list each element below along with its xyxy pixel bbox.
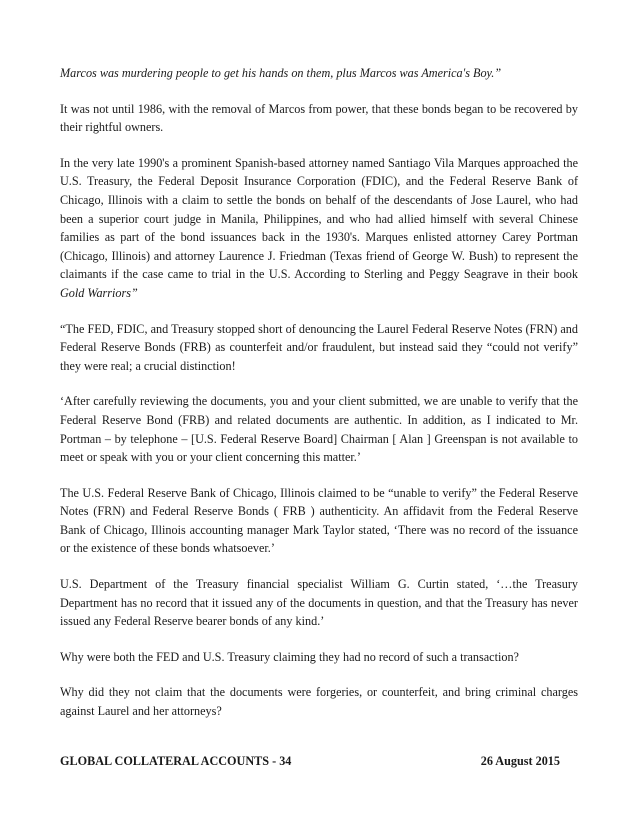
paragraph-fed-fdic: “The FED, FDIC, and Treasury stopped short of denouncing the Laurel Federal Reserve Notes (FRN) and Federal Reserve Bonds (FRB) as counterfeit and/or fraudulent, but instead said they “could not verify” they were real; a crucial distinction!: [60, 321, 578, 373]
paragraph-chicago-fed: The U.S. Federal Reserve Bank of Chicago, Illinois claimed to be “unable to verify” the Federal Reserve Notes (FRN) and Federal Reserve Bonds ( FRB ) authenticity. An affidavit from the Federal Reserve Bank of Chicago, Illinois accounting manager Mark Taylor stated, ‘There was no record of the issuance or the existence of these bonds whatsoever.’: [60, 485, 578, 556]
footer-date: 26 August 2015: [480, 754, 560, 768]
document-page: [60, 64, 578, 738]
paragraph-question-2: Why did they not claim that the documents were forgeries, or counterfeit, and bring criminal charges against Laurel and her attorneys?: [60, 685, 578, 719]
paragraph-quote-end: Marcos was murdering people to get his hands on them, plus Marcos was America's Boy.”: [60, 66, 502, 80]
paragraph-1986-recovery: It was not until 1986, with the removal of Marcos from power, that these bonds began to be recovered by their rightful owners.: [60, 101, 578, 135]
footer-title: GLOBAL COLLATERAL ACCOUNTS - 34: [60, 754, 292, 768]
paragraph-question-1: Why were both the FED and U.S. Treasury claiming they had no record of such a transaction?: [60, 649, 519, 664]
paragraph-treasury-curtin: U.S. Department of the Treasury financial specialist William G. Curtin stated, ‘…the Treasury Department has no record that it issued any of the documents in question, and that the Treasury has never issued any Federal Reserve bearer bonds of any kind.’: [60, 577, 578, 629]
paragraph-marques-claim: [60, 154, 578, 303]
page-footer: [60, 754, 560, 769]
paragraph-letter-quote: ‘After carefully reviewing the documents, you and your client submitted, we are unable to verify that the Federal Reserve Bond (FRB) and related documents are authentic. In addition, as I indicated to Mr. Portman – by telephone – [U.S. Federal Reserve Board] Chairman [ Alan ] Greenspan is not available to meet or speak with you or your client concerning this matter.’: [60, 394, 578, 465]
book-title: Gold Warriors”: [60, 285, 138, 300]
paragraph-marques-text: In the very late 1990's a prominent Spanish-based attorney named Santiago Vila Marques approached the U.S. Treasury, the Federal Deposit Insurance Corporation (FDIC), and the Federal Reserve Bank of Chicago, Illinois with a claim to settle the bonds on behalf of the descendants of Jose Laurel, who had been a superior court judge in Manila, Philippines, and who had allied himself with several Chinese families as part of the bond issuances back in the 1930's. Marques enlisted attorney Carey Portman (Chicago, Illinois) and attorney Laurence J. Friedman (Texas friend of George W. Bush) to represent the claimants if the case came to trial in the U.S. According to Sterling and Peggy Seagrave in their book: [60, 155, 578, 282]
